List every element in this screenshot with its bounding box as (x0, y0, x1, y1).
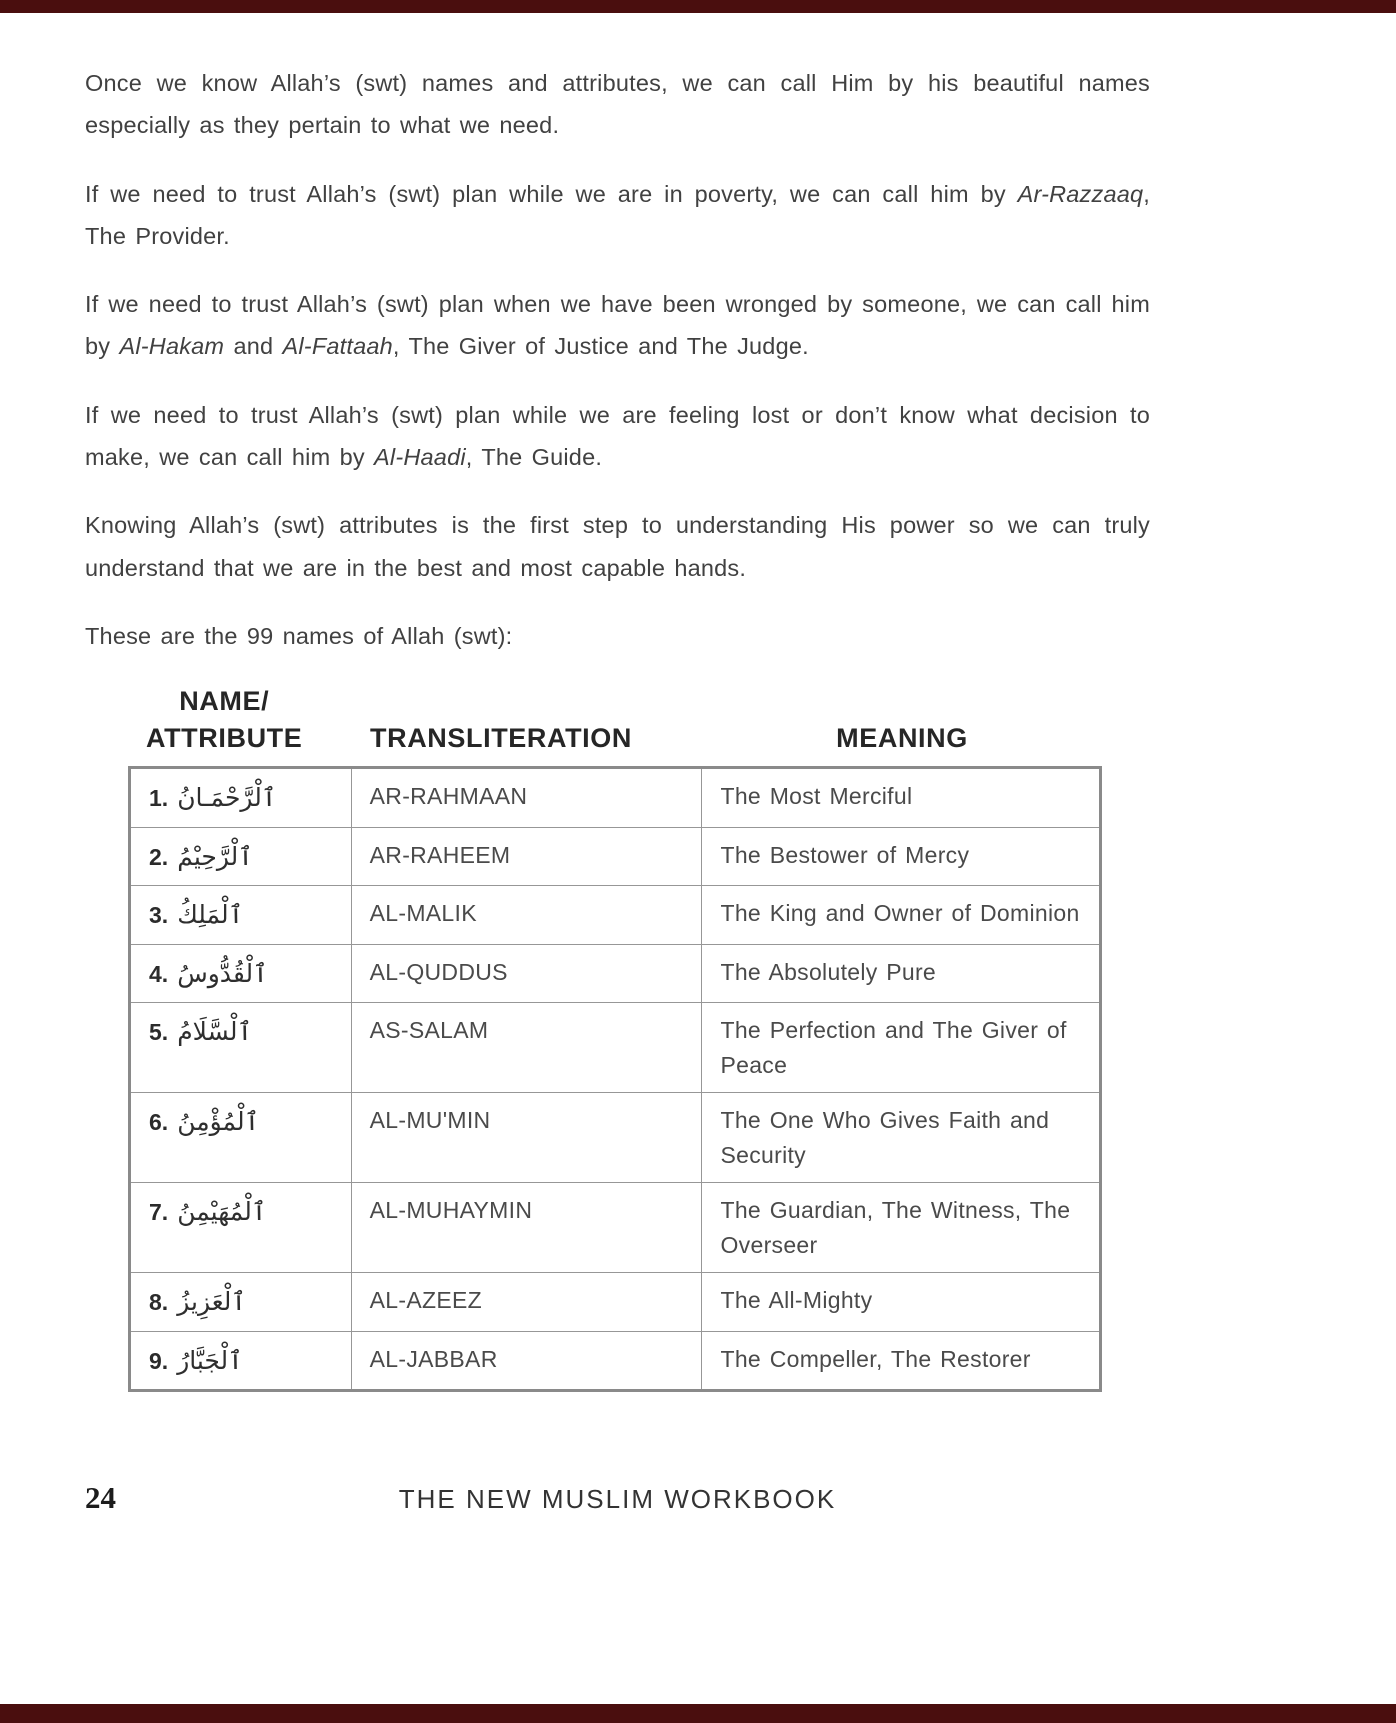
paragraph-text: Knowing Allah’s (swt) attributes is the first step to understanding His power so we can truly understand that we are in the best and most capable hands. (85, 512, 1150, 581)
book-title: THE NEW MUSLIM WORKBOOK (398, 1484, 837, 1514)
cell-arabic-name (130, 1093, 352, 1183)
names-table-headers (128, 683, 1102, 756)
arabic-name: ٱلْرَّحِيْمُ (177, 841, 253, 871)
arabic-name: ٱلْرَّحْمَـانُ (177, 783, 277, 813)
cell-meaning: The Guardian, The Witness, The Overseer (702, 1183, 1101, 1273)
row-number: 6. (149, 1109, 169, 1136)
row-number: 9. (149, 1347, 169, 1374)
paragraph-intro (85, 62, 1150, 147)
page-number: 24 (85, 1480, 116, 1515)
paragraph-text: These are the 99 names of Allah (swt): (85, 622, 513, 649)
arabic-name: ٱلْمُهَيْمِنُ (177, 1197, 267, 1227)
paragraph-text: , The Guide. (465, 444, 603, 471)
table-row (130, 1183, 1101, 1273)
cell-arabic-name (130, 768, 352, 828)
paragraph-text: If we need to trust Allah’s (swt) plan while we are feeling lost or don’t know what decision to make, we can call him by (85, 401, 1150, 471)
table-row (130, 1331, 1101, 1391)
cell-meaning: The Compeller, The Restorer (702, 1331, 1101, 1391)
cell-transliteration: AL-JABBAR (351, 1331, 702, 1391)
cell-meaning: The Bestower of Mercy (702, 827, 1101, 886)
cell-transliteration: AL-MU'MIN (351, 1093, 702, 1183)
cell-arabic-name (130, 1003, 352, 1093)
row-number: 5. (149, 1019, 169, 1046)
paragraph-knowing (85, 504, 1150, 589)
table-row (130, 768, 1101, 828)
cell-meaning: The Most Merciful (702, 768, 1101, 828)
row-number: 1. (149, 785, 169, 812)
cell-arabic-name (130, 1273, 352, 1332)
header-meaning: MEANING (836, 722, 968, 753)
divine-name-italic: Ar-Razzaaq (1017, 180, 1144, 207)
row-number: 8. (149, 1289, 169, 1316)
table-row (130, 827, 1101, 886)
page-footer (85, 1478, 1150, 1522)
names-table-section (128, 683, 1102, 1392)
header-attribute-line: ATTRIBUTE (146, 722, 303, 753)
paragraph-lead-in (85, 615, 1150, 657)
cell-arabic-name (130, 886, 352, 945)
cell-transliteration: AL-QUDDUS (351, 944, 702, 1003)
paragraph-text: If we need to trust Allah’s (swt) plan when we have been wronged by someone, we can call him by (85, 291, 1150, 360)
cell-meaning: The One Who Gives Faith and Security (702, 1093, 1101, 1183)
table-row (130, 886, 1101, 945)
arabic-name: ٱلْقُدُّوسُ (177, 958, 268, 988)
names-table-body (130, 768, 1101, 1391)
top-accent-bar (0, 0, 1396, 13)
paragraph-text: Once we know Allah’s (swt) names and attributes, we can call Him by his beautiful names especially as they pertain to what we need. (85, 70, 1150, 139)
row-number: 4. (149, 960, 169, 987)
bottom-accent-bar (0, 1704, 1396, 1723)
cell-arabic-name (130, 827, 352, 886)
arabic-name: ٱلْعَزِيزُ (177, 1287, 247, 1317)
divine-name-italic: Al-Fattaah (282, 333, 393, 360)
cell-arabic-name (130, 1331, 352, 1391)
cell-transliteration: AR-RAHMAAN (351, 768, 702, 828)
header-transliteration: TRANSLITERATION (370, 722, 632, 753)
table-row (130, 1273, 1101, 1332)
paragraph-ar-razzaaq (85, 173, 1150, 258)
table-row (130, 944, 1101, 1003)
arabic-name: ٱلْمَلِكُ (177, 900, 244, 930)
arabic-name: ٱلْسَّلَامُ (177, 1017, 253, 1047)
arabic-name: ٱلْجَبَّارُ (177, 1345, 243, 1375)
paragraph-text: , The Giver of Justice and The Judge. (392, 333, 809, 360)
cell-meaning: The All-Mighty (702, 1273, 1101, 1332)
header-name-attribute (128, 683, 350, 756)
cell-transliteration: AL-MUHAYMIN (351, 1183, 702, 1273)
cell-meaning: The Perfection and The Giver of Peace (702, 1003, 1101, 1093)
cell-arabic-name (130, 944, 352, 1003)
cell-arabic-name (130, 1183, 352, 1273)
paragraph-al-haadi (85, 394, 1150, 479)
paragraph-al-hakam (85, 283, 1150, 368)
paragraph-text: , The Provider. (85, 180, 1150, 249)
divine-name-italic: Al-Hakam (119, 333, 225, 360)
row-number: 2. (149, 843, 169, 870)
table-row (130, 1003, 1101, 1093)
paragraph-text: and (224, 333, 283, 360)
cell-transliteration: AS-SALAM (351, 1003, 702, 1093)
cell-transliteration: AR-RAHEEM (351, 827, 702, 886)
cell-meaning: The King and Owner of Dominion (702, 886, 1101, 945)
cell-transliteration: AL-AZEEZ (351, 1273, 702, 1332)
arabic-name: ٱلْمُؤْمِنُ (177, 1107, 260, 1137)
cell-meaning: The Absolutely Pure (702, 944, 1101, 1003)
paragraph-text: If we need to trust Allah’s (swt) plan while we are in poverty, we can call him by (85, 180, 1018, 207)
row-number: 3. (149, 902, 169, 929)
table-row (130, 1093, 1101, 1183)
header-name-line: NAME/ (179, 686, 270, 717)
row-number: 7. (149, 1199, 169, 1226)
divine-name-italic: Al-Haadi (374, 444, 466, 471)
names-table (128, 766, 1102, 1392)
cell-transliteration: AL-MALIK (351, 886, 702, 945)
